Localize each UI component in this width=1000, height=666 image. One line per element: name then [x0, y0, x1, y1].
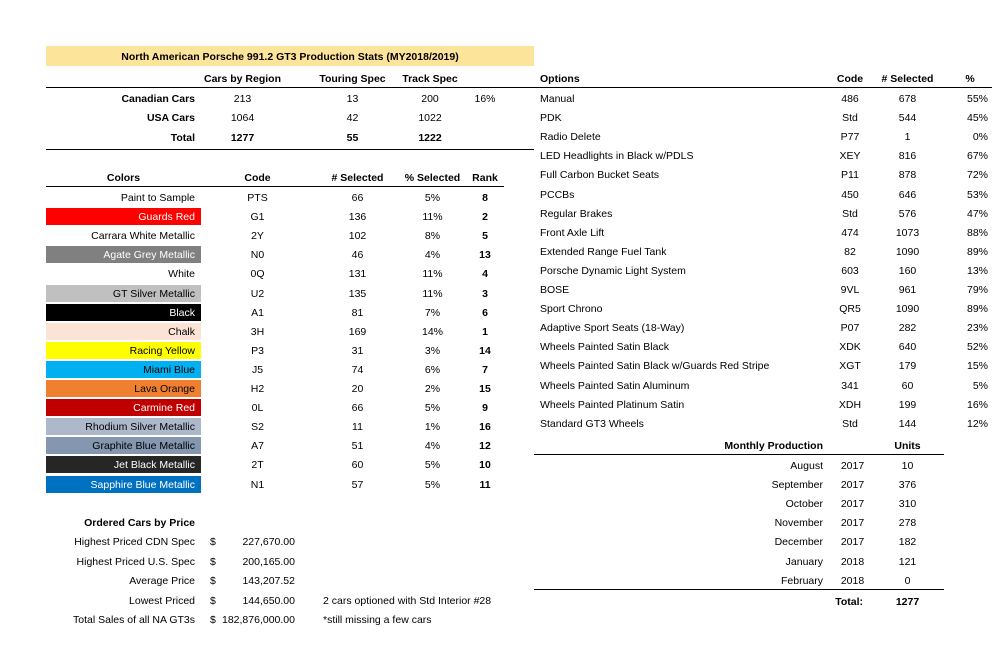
monthly-total-label: Total: [835, 596, 863, 608]
color-pct: 1% [424, 421, 441, 434]
option-selected: 961 [898, 284, 917, 296]
color-selected: 66 [351, 402, 364, 415]
option-pct: 53% [966, 188, 988, 201]
option-code: 450 [841, 188, 859, 201]
option-pct: 13% [966, 264, 988, 277]
option-pct: 45% [966, 112, 988, 125]
option-name: Wheels Painted Satin Black w/Guards Red Stripe [540, 360, 770, 373]
color-pct: 4% [424, 249, 441, 262]
monthly-month: September [771, 479, 823, 492]
colors-header-rule [46, 186, 504, 187]
color-selected: 131 [348, 268, 367, 281]
option-name: Front Axle Lift [540, 226, 605, 239]
region-track: 200 [421, 93, 439, 105]
monthly-units: 278 [898, 517, 917, 530]
price-label: Highest Priced CDN Spec [74, 536, 195, 548]
region-track: 1022 [418, 112, 442, 124]
monthly-month: January [785, 555, 823, 568]
option-selected: 640 [898, 341, 917, 354]
option-code: XDK [839, 341, 861, 354]
option-pct: 5% [972, 379, 988, 392]
region-cars: 213 [233, 93, 252, 105]
option-pct: 47% [966, 207, 988, 220]
monthly-month: December [774, 536, 823, 549]
color-code: 3H [250, 325, 265, 338]
price-currency: $ [210, 575, 216, 588]
color-code: 0L [251, 402, 264, 415]
color-name: Paint to Sample [120, 192, 195, 204]
option-pct: 88% [966, 226, 988, 239]
option-code: Std [842, 207, 858, 220]
options-header-selected: # Selected [881, 73, 934, 85]
color-selected: 46 [351, 249, 364, 262]
region-extra: 16% [474, 93, 496, 105]
color-rank: 6 [482, 306, 488, 319]
option-code: P07 [840, 322, 860, 335]
color-selected: 81 [351, 306, 364, 319]
colors-header-name: Colors [106, 172, 141, 184]
option-pct: 15% [966, 360, 988, 373]
option-selected: 544 [898, 112, 917, 125]
color-name: Jet Black Metallic [113, 459, 195, 472]
color-rank: 12 [479, 440, 491, 453]
color-name: GT Silver Metallic [112, 287, 195, 300]
monthly-year: 2017 [840, 498, 865, 511]
option-name: PDK [540, 112, 562, 125]
color-rank: 3 [482, 287, 488, 300]
color-pct: 2% [424, 383, 441, 395]
options-header-name: Options [540, 73, 580, 85]
price-currency: $ [210, 555, 216, 568]
monthly-total-rule [534, 589, 944, 590]
color-name: Racing Yellow [129, 344, 195, 357]
option-name: Standard GT3 Wheels [540, 417, 644, 430]
monthly-units: 0 [904, 574, 911, 587]
color-code: A7 [251, 440, 264, 453]
monthly-year: 2018 [840, 574, 865, 587]
color-code: U2 [250, 287, 265, 300]
price-value: 227,670.00 [242, 536, 295, 548]
color-rank: 2 [482, 211, 488, 224]
monthly-total-value: 1277 [895, 596, 920, 608]
option-selected: 816 [898, 150, 917, 163]
option-pct: 16% [966, 398, 988, 411]
color-code: 2Y [251, 230, 264, 243]
color-selected: 74 [351, 363, 364, 376]
color-selected: 60 [351, 459, 364, 472]
color-selected: 20 [351, 383, 364, 395]
option-name: Radio Delete [540, 131, 601, 144]
option-code: XDH [838, 398, 862, 411]
region-label: USA Cars [146, 112, 195, 124]
color-selected: 135 [348, 287, 367, 300]
sheet-title: North American Porsche 991.2 GT3 Production Stats (MY2018/2019) [121, 51, 459, 63]
option-selected: 144 [898, 417, 917, 430]
option-pct: 89% [966, 245, 988, 258]
option-code: 474 [841, 226, 859, 239]
color-name: Miami Blue [143, 363, 195, 376]
price-note: *still missing a few cars [323, 614, 432, 627]
monthly-units: 121 [898, 555, 917, 568]
option-name: BOSE [540, 284, 570, 296]
option-code: 9VL [840, 284, 860, 296]
color-name: Agate Grey Metallic [103, 249, 195, 262]
color-name: Black [169, 306, 195, 319]
option-code: 82 [844, 245, 856, 258]
color-name: Carrara White Metallic [91, 230, 195, 243]
options-header-rule [534, 87, 992, 88]
monthly-units: 182 [898, 536, 917, 549]
option-name: Wheels Painted Platinum Satin [540, 398, 685, 411]
monthly-header-rule [534, 454, 944, 455]
monthly-header: Monthly Production [724, 440, 823, 452]
option-pct: 89% [966, 303, 988, 316]
option-selected: 576 [898, 207, 917, 220]
option-name: Full Carbon Bucket Seats [540, 169, 660, 182]
option-name: Adaptive Sport Seats (18-Way) [540, 322, 685, 335]
monthly-year: 2017 [840, 536, 865, 549]
option-code: P77 [840, 131, 860, 144]
region-header-touring: Touring Spec [319, 73, 386, 85]
option-name: Wheels Painted Satin Black [540, 341, 669, 354]
option-pct: 72% [966, 169, 988, 182]
colors-header-code: Code [244, 172, 271, 184]
option-name: LED Headlights in Black w/PDLS [540, 150, 694, 163]
option-selected: 878 [898, 169, 917, 182]
color-code: N1 [250, 478, 265, 491]
option-selected: 1 [904, 131, 911, 144]
monthly-month: August [790, 460, 823, 472]
color-pct: 5% [424, 459, 441, 472]
color-selected: 169 [348, 325, 367, 338]
color-rank: 4 [482, 268, 488, 281]
monthly-month: February [780, 574, 823, 587]
region-track: 1222 [418, 132, 442, 144]
region-label: Canadian Cars [121, 93, 195, 105]
color-name: White [168, 268, 195, 281]
price-currency: $ [210, 594, 216, 607]
option-selected: 646 [898, 188, 917, 201]
option-code: XGT [839, 360, 861, 373]
monthly-units: 310 [898, 498, 917, 511]
color-pct: 3% [424, 344, 441, 357]
color-selected: 66 [351, 192, 364, 204]
price-label: Highest Priced U.S. Spec [76, 555, 195, 568]
region-touring: 55 [346, 132, 359, 144]
color-rank: 9 [482, 402, 488, 415]
option-code: Std [842, 417, 858, 430]
color-name: Carmine Red [133, 402, 195, 415]
region-header-cars: Cars by Region [203, 73, 282, 85]
monthly-year: 2017 [840, 517, 865, 530]
prices-header: Ordered Cars by Price [84, 517, 195, 529]
color-selected: 31 [351, 344, 364, 357]
price-value: 182,876,000.00 [222, 614, 295, 627]
option-selected: 179 [898, 360, 917, 373]
color-code: 2T [251, 459, 264, 472]
color-code: H2 [250, 383, 265, 395]
monthly-units-header: Units [894, 440, 921, 452]
color-rank: 11 [479, 478, 491, 491]
monthly-year: 2017 [840, 479, 865, 492]
option-selected: 160 [898, 264, 917, 277]
color-pct: 4% [424, 440, 441, 453]
price-label: Average Price [129, 575, 195, 588]
color-pct: 14% [421, 325, 443, 338]
option-selected: 282 [898, 322, 917, 335]
monthly-year: 2017 [840, 460, 865, 472]
price-value: 143,207.52 [242, 575, 295, 588]
option-pct: 12% [966, 417, 988, 430]
color-rank: 8 [482, 192, 488, 204]
color-rank: 10 [479, 459, 491, 472]
color-rank: 14 [479, 344, 491, 357]
color-rank: 1 [482, 325, 488, 338]
price-value: 144,650.00 [242, 594, 295, 607]
color-pct: 6% [424, 363, 441, 376]
color-selected: 51 [351, 440, 364, 453]
option-code: 486 [841, 93, 859, 105]
color-name: Rhodium Silver Metallic [85, 421, 195, 434]
monthly-year: 2018 [840, 555, 865, 568]
color-selected: 102 [348, 230, 367, 243]
color-code: S2 [251, 421, 264, 434]
color-rank: 15 [479, 383, 491, 395]
option-name: Extended Range Fuel Tank [540, 245, 667, 258]
option-selected: 199 [898, 398, 917, 411]
color-pct: 5% [424, 478, 441, 491]
monthly-month: October [785, 498, 823, 511]
option-code: P11 [841, 169, 859, 182]
color-rank: 7 [482, 363, 488, 376]
color-pct: 8% [424, 230, 441, 243]
region-touring: 42 [346, 112, 359, 124]
region-touring: 13 [346, 93, 359, 105]
color-name: Lava Orange [134, 383, 195, 395]
region-bottom-rule [46, 149, 534, 150]
option-pct: 79% [966, 284, 988, 296]
color-pct: 7% [424, 306, 441, 319]
option-code: Std [842, 112, 858, 125]
region-header-track: Track Spec [402, 73, 458, 85]
option-code: XEY [839, 150, 861, 163]
color-pct: 5% [424, 402, 441, 415]
option-pct: 0% [972, 131, 988, 144]
option-pct: 55% [966, 93, 988, 105]
colors-header-rank: Rank [472, 172, 498, 184]
colors-header-selected: # Selected [331, 172, 384, 184]
color-code: N0 [250, 249, 265, 262]
options-header-pct: % [965, 73, 975, 85]
option-selected: 678 [898, 93, 917, 105]
color-code: A1 [251, 306, 264, 319]
option-pct: 23% [966, 322, 988, 335]
region-label: Total [170, 132, 195, 144]
option-code: 341 [841, 379, 859, 392]
option-name: PCCBs [540, 188, 575, 201]
price-label: Total Sales of all NA GT3s [73, 614, 195, 627]
option-name: Regular Brakes [540, 207, 613, 220]
monthly-units: 376 [898, 479, 917, 492]
region-header-rule [46, 87, 534, 88]
option-code: 603 [841, 264, 859, 277]
option-name: Porsche Dynamic Light System [540, 264, 686, 277]
color-pct: 5% [424, 192, 441, 204]
color-rank: 16 [479, 421, 491, 434]
option-pct: 52% [966, 341, 988, 354]
price-currency: $ [210, 614, 216, 627]
color-rank: 5 [482, 230, 488, 243]
color-pct: 11% [422, 211, 443, 224]
price-currency: $ [210, 536, 216, 548]
color-rank: 13 [479, 249, 491, 262]
color-selected: 57 [351, 478, 364, 491]
price-label: Lowest Priced [129, 594, 195, 607]
option-selected: 60 [901, 379, 914, 392]
color-name: Chalk [168, 325, 195, 338]
price-note: 2 cars optioned with Std Interior #28 [323, 594, 492, 607]
color-code: PTS [247, 192, 268, 204]
color-pct: 11% [422, 268, 443, 281]
price-value: 200,165.00 [242, 555, 295, 568]
option-name: Manual [540, 93, 575, 105]
monthly-month: November [774, 517, 823, 530]
options-header-code: Code [836, 73, 864, 85]
color-pct: 11% [422, 287, 443, 300]
option-selected: 1073 [895, 226, 920, 239]
color-code: G1 [250, 211, 265, 224]
option-selected: 1090 [895, 303, 920, 316]
region-cars: 1277 [230, 132, 255, 144]
region-cars: 1064 [230, 112, 255, 124]
color-name: Sapphire Blue Metallic [90, 478, 195, 491]
option-pct: 67% [966, 150, 988, 163]
monthly-units: 10 [901, 460, 914, 472]
option-code: QR5 [839, 303, 861, 316]
color-name: Guards Red [138, 211, 195, 224]
option-name: Wheels Painted Satin Aluminum [540, 379, 690, 392]
color-code: J5 [251, 363, 264, 376]
color-name: Graphite Blue Metallic [92, 440, 195, 453]
color-code: 0Q [250, 268, 265, 281]
option-selected: 1090 [895, 245, 920, 258]
option-name: Sport Chrono [540, 303, 603, 316]
colors-header-pct: % Selected [404, 172, 461, 184]
color-selected: 136 [348, 211, 367, 224]
color-code: P3 [251, 344, 264, 357]
color-selected: 11 [352, 421, 363, 434]
